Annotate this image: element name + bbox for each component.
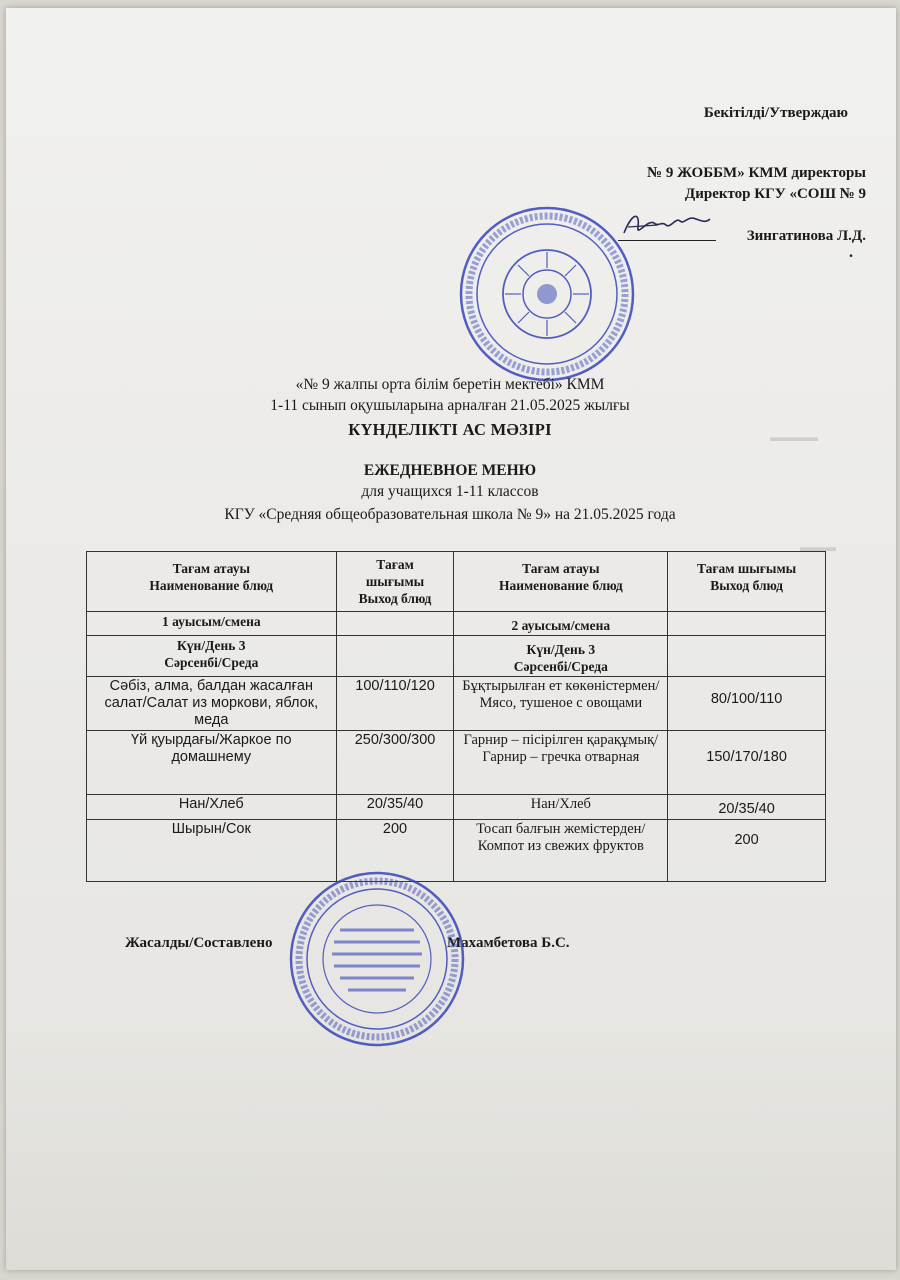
output-2: 150/170/180 [668, 731, 826, 795]
dish-2: Тосап балғын жемістерден/Компот из свежих фруктов [454, 820, 668, 882]
day-empty-cell [668, 636, 826, 677]
composer-stamp [288, 870, 466, 1048]
output-2: 200 [668, 820, 826, 882]
col-dish-name-2-kz: Тағам атауы [522, 561, 600, 576]
col-output-1-b: шығымы [365, 574, 425, 589]
shift-empty-cell [668, 612, 826, 636]
col-output-1-c: Выход блюд [358, 591, 432, 606]
shift-1-label: 1 ауысым/смена [87, 612, 337, 636]
col-dish-name-1-ru: Наименование блюд [149, 578, 274, 593]
col-dish-name-1 [87, 552, 337, 612]
col-output-2 [668, 552, 826, 612]
menu-audience-ru: для учащихся 1-11 классов [361, 483, 539, 500]
table-header-row [87, 552, 826, 612]
menu-table [86, 551, 826, 882]
day-2-cell [454, 636, 668, 677]
table-row [87, 731, 826, 795]
menu-date-kz: 1-11 сынып оқушыларына арналған 21.05.2025 жылғы [270, 397, 630, 414]
output-1: 200 [336, 820, 454, 882]
col-output-1 [336, 552, 454, 612]
col-output-1-a: Тағам [376, 557, 414, 572]
show-through-mark: ▬▬▬▬ [770, 430, 818, 444]
output-1: 250/300/300 [336, 731, 454, 795]
trailing-dot: . [849, 244, 853, 261]
output-1: 20/35/40 [336, 795, 454, 820]
shift-row [87, 612, 826, 636]
dish-2: Бұқтырылған ет көкөністермен/Мясо, тушеное с овощами [454, 677, 668, 731]
dish-1: Шырын/Сок [87, 820, 337, 882]
day-2-number: Күн/День 3 [526, 642, 596, 657]
col-output-2-kz: Тағам шығымы [696, 561, 797, 576]
show-through-mark: ▬▬▬ [800, 540, 836, 554]
director-title-kz: № 9 ЖОББМ» КММ директоры [647, 165, 866, 181]
output-2: 20/35/40 [668, 795, 826, 820]
school-name-kz: «№ 9 жалпы орта білім беретін мектебі» КММ [295, 376, 605, 393]
approval-heading: Бекітілді/Утверждаю [703, 105, 848, 121]
output-1: 100/110/120 [336, 677, 454, 731]
day-empty-cell [336, 636, 454, 677]
menu-title-kz: КҮНДЕЛІКТІ АС МӘЗІРІ [348, 420, 552, 439]
dish-2: Гарнир – пісірілген қарақұмық/Гарнир – гречка отварная [454, 731, 668, 795]
day-1-weekday: Сәрсенбі/Среда [164, 655, 259, 670]
composer-name: Махамбетова Б.С. [447, 935, 570, 951]
col-dish-name-2 [454, 552, 668, 612]
composed-by-label: Жасалды/Составлено [125, 935, 273, 951]
shift-empty-cell [336, 612, 454, 636]
output-2: 80/100/110 [668, 677, 826, 731]
col-output-2-ru: Выход блюд [710, 578, 783, 593]
day-1-cell [87, 636, 337, 677]
dish-2: Нан/Хлеб [454, 795, 668, 820]
director-name: Зингатинова Л.Д. [746, 228, 866, 244]
col-dish-name-1-kz: Тағам атауы [172, 561, 250, 576]
day-row [87, 636, 826, 677]
dish-1: Үй қуырдағы/Жаркое по домашнему [87, 731, 337, 795]
director-title-ru: Директор КГУ «СОШ № 9 [684, 186, 866, 202]
dish-1: Сәбіз, алма, балдан жасалған салат/Салат из моркови, яблок, меда [87, 677, 337, 731]
table-row [87, 677, 826, 731]
table-row [87, 795, 826, 820]
school-stamp [458, 205, 636, 383]
day-1-number: Күн/День 3 [177, 638, 246, 653]
col-dish-name-2-ru: Наименование блюд [498, 578, 623, 593]
menu-title-ru: ЕЖЕДНЕВНОЕ МЕНЮ [363, 462, 537, 479]
dish-1: Нан/Хлеб [87, 795, 337, 820]
school-name-date-ru: КГУ «Средняя общеобразовательная школа № 9» на 21.05.2025 года [224, 506, 676, 523]
day-2-weekday: Сәрсенбі/Среда [513, 659, 608, 674]
shift-2-label: 2 ауысым/смена [454, 612, 668, 636]
